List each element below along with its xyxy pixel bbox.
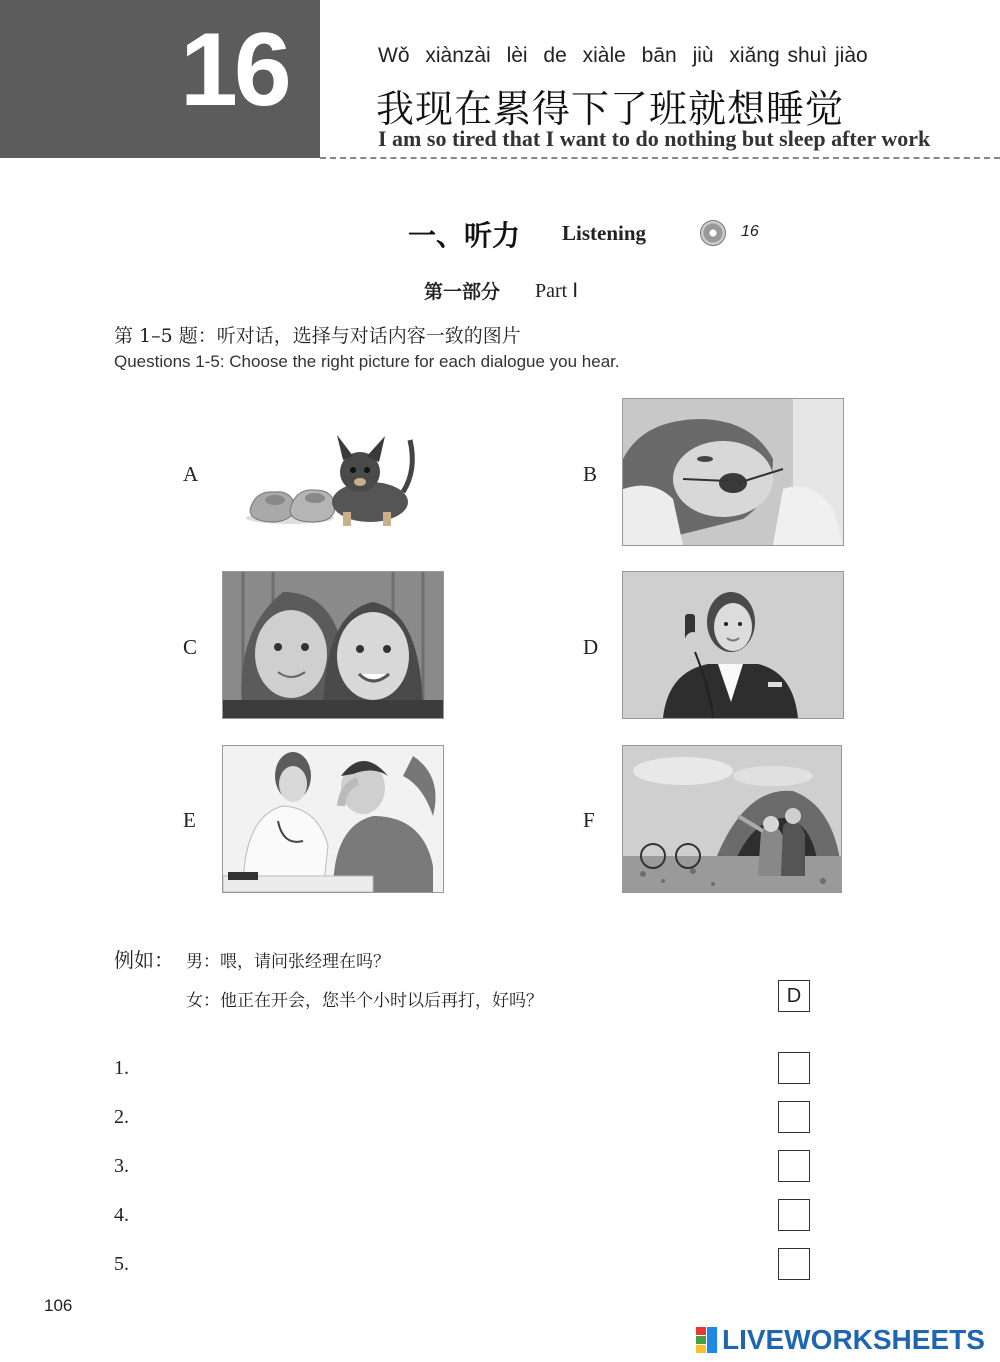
example-label: 例如： [114, 948, 174, 972]
picture-b-dentist [622, 398, 844, 546]
audio-track-number: 16 [741, 223, 759, 240]
audio-cd-icon[interactable] [700, 220, 726, 246]
picture-label-d: D [583, 635, 599, 659]
example-line-male: 男：喂，请问张经理在吗？ [186, 952, 390, 972]
instructions-chinese: 第 1–5 题：听对话，选择与对话内容一致的图片 [114, 325, 521, 347]
answer-box-4[interactable] [778, 1199, 810, 1231]
picture-a-puppy-shoes [245, 430, 425, 530]
lesson-title-chinese: 我现在累得下了班就想睡觉 [376, 87, 845, 131]
example-line-female: 女：他正在开会，您半个小时以后再打，好吗？ [186, 991, 543, 1011]
section-title-chinese: 一、听力 [408, 219, 521, 252]
picture-d-woman-on-phone [622, 571, 844, 719]
header-divider [320, 157, 1000, 159]
lesson-number: 16 [180, 12, 288, 128]
picture-label-e: E [183, 808, 196, 832]
example-answer-box: D [778, 980, 810, 1012]
answer-box-5[interactable] [778, 1248, 810, 1280]
answer-box-2[interactable] [778, 1101, 810, 1133]
picture-label-c: C [183, 635, 198, 659]
answer-box-3[interactable] [778, 1150, 810, 1182]
picture-label-a: A [183, 462, 199, 486]
answer-box-1[interactable] [778, 1052, 810, 1084]
liveworksheets-brand[interactable]: LIVEWORKSHEETS [722, 1324, 985, 1355]
question-number-3: 3. [114, 1155, 129, 1177]
question-number-5: 5. [114, 1253, 129, 1275]
question-number-2: 2. [114, 1106, 129, 1128]
page-number: 106 [44, 1296, 73, 1315]
liveworksheets-logo-icon [696, 1327, 718, 1353]
picture-c-two-girls [222, 571, 444, 719]
instructions-english: Questions 1-5: Choose the right picture for each dialogue you hear. [114, 352, 620, 371]
picture-label-f: F [583, 808, 595, 832]
title-pinyin: Wǒ xiànzài lèi de xiàle bān jiù xiǎng shuì jiào [378, 44, 868, 67]
question-number-1: 1. [114, 1057, 129, 1079]
question-number-4: 4. [114, 1204, 129, 1226]
section-title-english: Listening [562, 221, 647, 245]
lesson-title-english: I am so tired that I want to do nothing but sleep after work [378, 126, 931, 151]
part-title-english: Part Ⅰ [535, 280, 579, 302]
picture-e-doctor-patient [222, 745, 444, 893]
picture-label-b: B [583, 462, 598, 486]
picture-f-camping [622, 745, 842, 893]
part-title-chinese: 第一部分 [424, 281, 501, 303]
